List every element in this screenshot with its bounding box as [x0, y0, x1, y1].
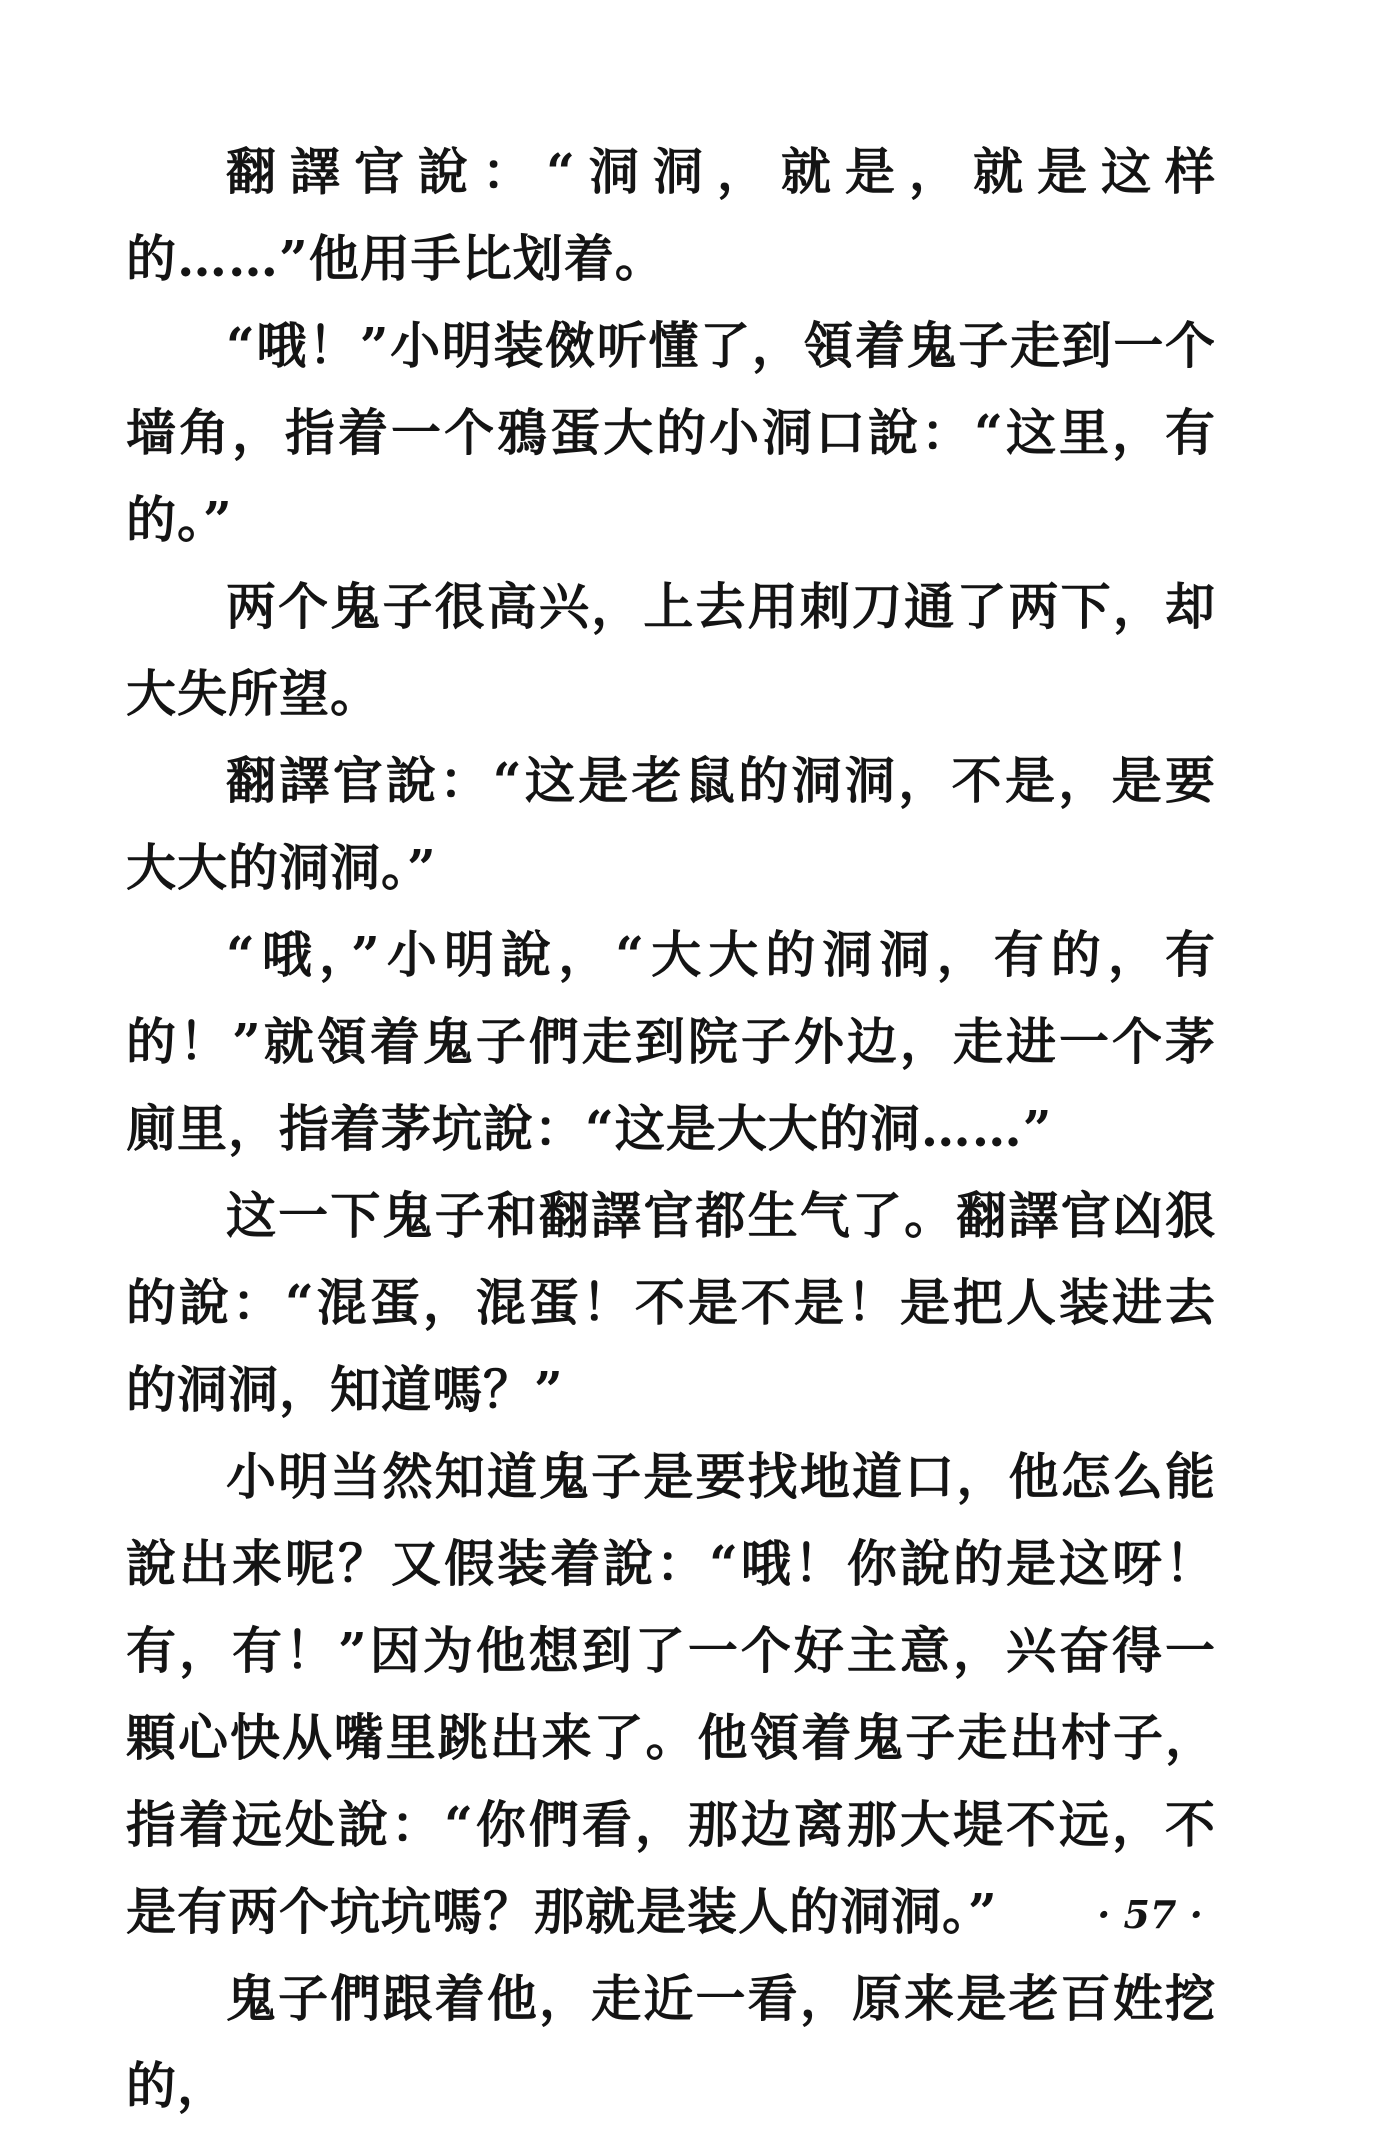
paragraph-5: “哦，”小明說，“大大的洞洞，有的，有的！”就領着鬼子們走到院子外边，走进一个茅廁里，指着茅坑說：“这是大大的洞……”: [126, 925, 1216, 1158]
paragraph-2: “哦！”小明装傚听懂了，領着鬼子走到一个墙角，指着一个鴉蛋大的小洞口說：“这里，有的。”: [126, 316, 1216, 549]
paragraph-1: 翻譯官說：“洞洞，就是，就是这样的……”他用手比划着。: [126, 142, 1216, 288]
paragraph-3: 两个鬼子很高兴，上去用刺刀通了两下，却大失所望。: [126, 577, 1216, 723]
paragraph-8: 鬼子們跟着他，走近一看，原来是老百姓挖的，: [126, 1969, 1216, 2115]
paragraph-7: 小明当然知道鬼子是要找地道口，他怎么能說出来呢？又假装着說：“哦！你說的是这呀！有，有！”因为他想到了一个好主意，兴奋得一顆心快从嘴里跳出来了。他領着鬼子走出村子，指着远处說：“你們看，那边离那大堤不远，不是有两个坑坑嗎？那就是装人的洞洞。”: [126, 1447, 1216, 1941]
paragraph-6: 这一下鬼子和翻譯官都生气了。翻譯官凶狠的說：“混蛋，混蛋！不是不是！是把人装进去的洞洞，知道嗎？”: [126, 1186, 1216, 1419]
body-text: [126, 128, 1216, 2129]
page-number: · 57 ·: [1097, 1892, 1203, 1937]
paragraph-4: 翻譯官說：“这是老鼠的洞洞，不是，是要大大的洞洞。”: [126, 751, 1216, 897]
